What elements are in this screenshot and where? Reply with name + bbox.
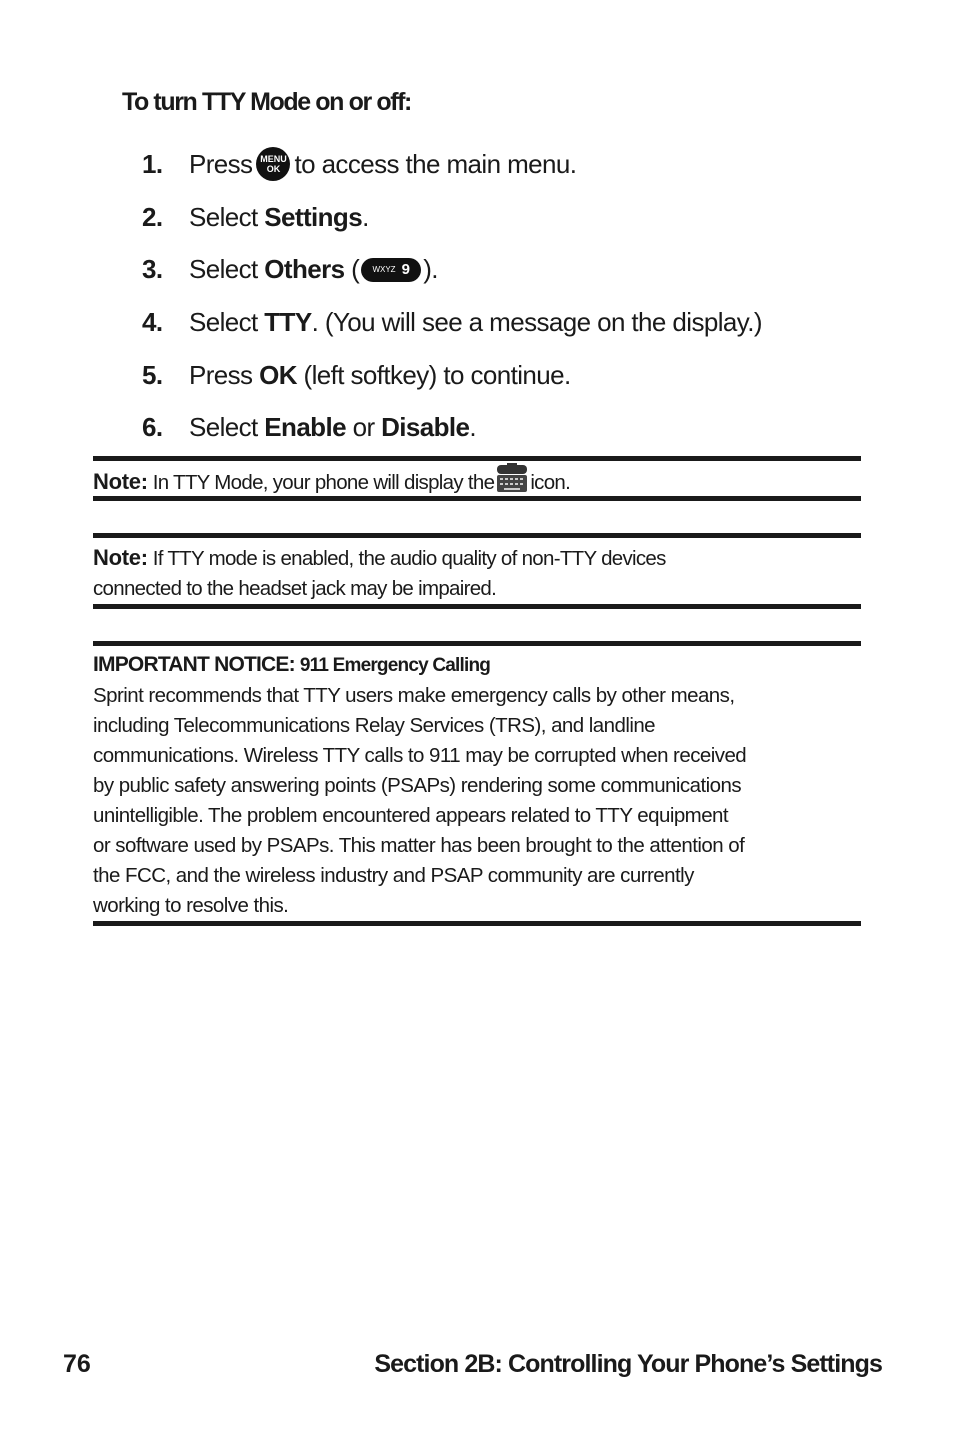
key-label-bottom: OK — [266, 164, 281, 175]
note-text: connected to the headset jack may be impaired. — [93, 577, 497, 600]
tty-icon — [496, 463, 528, 504]
step-text: . (You will see a message on the display.) — [311, 306, 762, 337]
step-number: 3. — [142, 254, 163, 285]
menu-ok-key-icon — [256, 147, 290, 181]
notice-line: Sprint recommends that TTY users make emergency calls by other means, — [93, 684, 735, 707]
step-text: (left softkey) to continue. — [303, 359, 571, 390]
page-number: 76 — [63, 1350, 91, 1378]
important-notice-box — [93, 641, 861, 926]
key-letters: WXYZ — [372, 265, 396, 275]
step-number: 1. — [142, 148, 163, 179]
notice-line: including Telecommunications Relay Services (TRS), and landline — [93, 714, 656, 737]
notice-heading — [93, 650, 861, 681]
step-text: Press — [189, 359, 253, 390]
step-number: 5. — [142, 359, 163, 390]
step-text: to access the main menu. — [294, 148, 577, 179]
notice-label: IMPORTANT NOTICE: — [93, 653, 295, 676]
step-4 — [142, 296, 862, 349]
step-text: ( — [351, 254, 360, 285]
step-bold-term: Others — [264, 254, 345, 285]
step-2 — [142, 191, 862, 244]
note-label: Note: — [93, 545, 148, 570]
note-text: In TTY Mode, your phone will display the — [152, 470, 495, 494]
step-text: Select — [189, 412, 258, 443]
note-line — [93, 463, 861, 504]
step-1 — [142, 138, 862, 191]
notice-line: communications. Wireless TTY calls to 911 may be corrupted when received — [93, 744, 747, 767]
note-label: Note: — [93, 468, 148, 494]
step-text: . — [362, 201, 369, 232]
step-6 — [142, 401, 862, 454]
step-text: Press — [189, 148, 253, 179]
note-text: icon. — [530, 470, 571, 494]
step-bold-term: OK — [259, 359, 297, 390]
notice-body — [93, 681, 861, 921]
step-bold-term: Enable — [264, 412, 346, 443]
note-line — [93, 543, 861, 574]
notice-line: the FCC, and the wireless industry and PSAP community are currently — [93, 864, 694, 887]
section-title: Section 2B: Controlling Your Phone’s Settings — [374, 1350, 882, 1378]
step-text: ). — [423, 254, 438, 285]
wxyz-9-key-icon — [361, 258, 421, 282]
step-5 — [142, 349, 862, 402]
steps-list — [142, 138, 862, 454]
note-box-tty-icon — [93, 456, 861, 501]
key-label-top: MENU — [260, 154, 287, 165]
key-digit: 9 — [401, 261, 410, 279]
step-text: Select — [189, 306, 258, 337]
notice-line: by public safety answering points (PSAPs) rendering some communications — [93, 774, 742, 797]
step-bold-term: TTY — [264, 306, 312, 337]
notice-line: unintelligible. The problem encountered appears related to TTY equipment — [93, 804, 729, 827]
step-bold-term: Settings — [264, 201, 363, 232]
step-3 — [142, 243, 862, 296]
step-text: Select — [189, 254, 258, 285]
notice-line: or software used by PSAPs. This matter has been brought to the attention of — [93, 834, 745, 857]
step-number: 6. — [142, 412, 163, 443]
notice-subtitle: 911 Emergency Calling — [299, 655, 491, 676]
step-bold-term: Disable — [381, 412, 470, 443]
step-number: 4. — [142, 306, 163, 337]
note-box-audio-quality — [93, 533, 861, 609]
step-text: . — [469, 412, 477, 443]
step-text: or — [352, 412, 375, 443]
step-number: 2. — [142, 201, 163, 232]
procedure-heading: To turn TTY Mode on or off: — [122, 88, 411, 116]
notice-line: working to resolve this. — [93, 894, 289, 917]
note-text: If TTY mode is enabled, the audio quality of non-TTY devices — [152, 547, 666, 570]
step-text: Select — [189, 201, 258, 232]
